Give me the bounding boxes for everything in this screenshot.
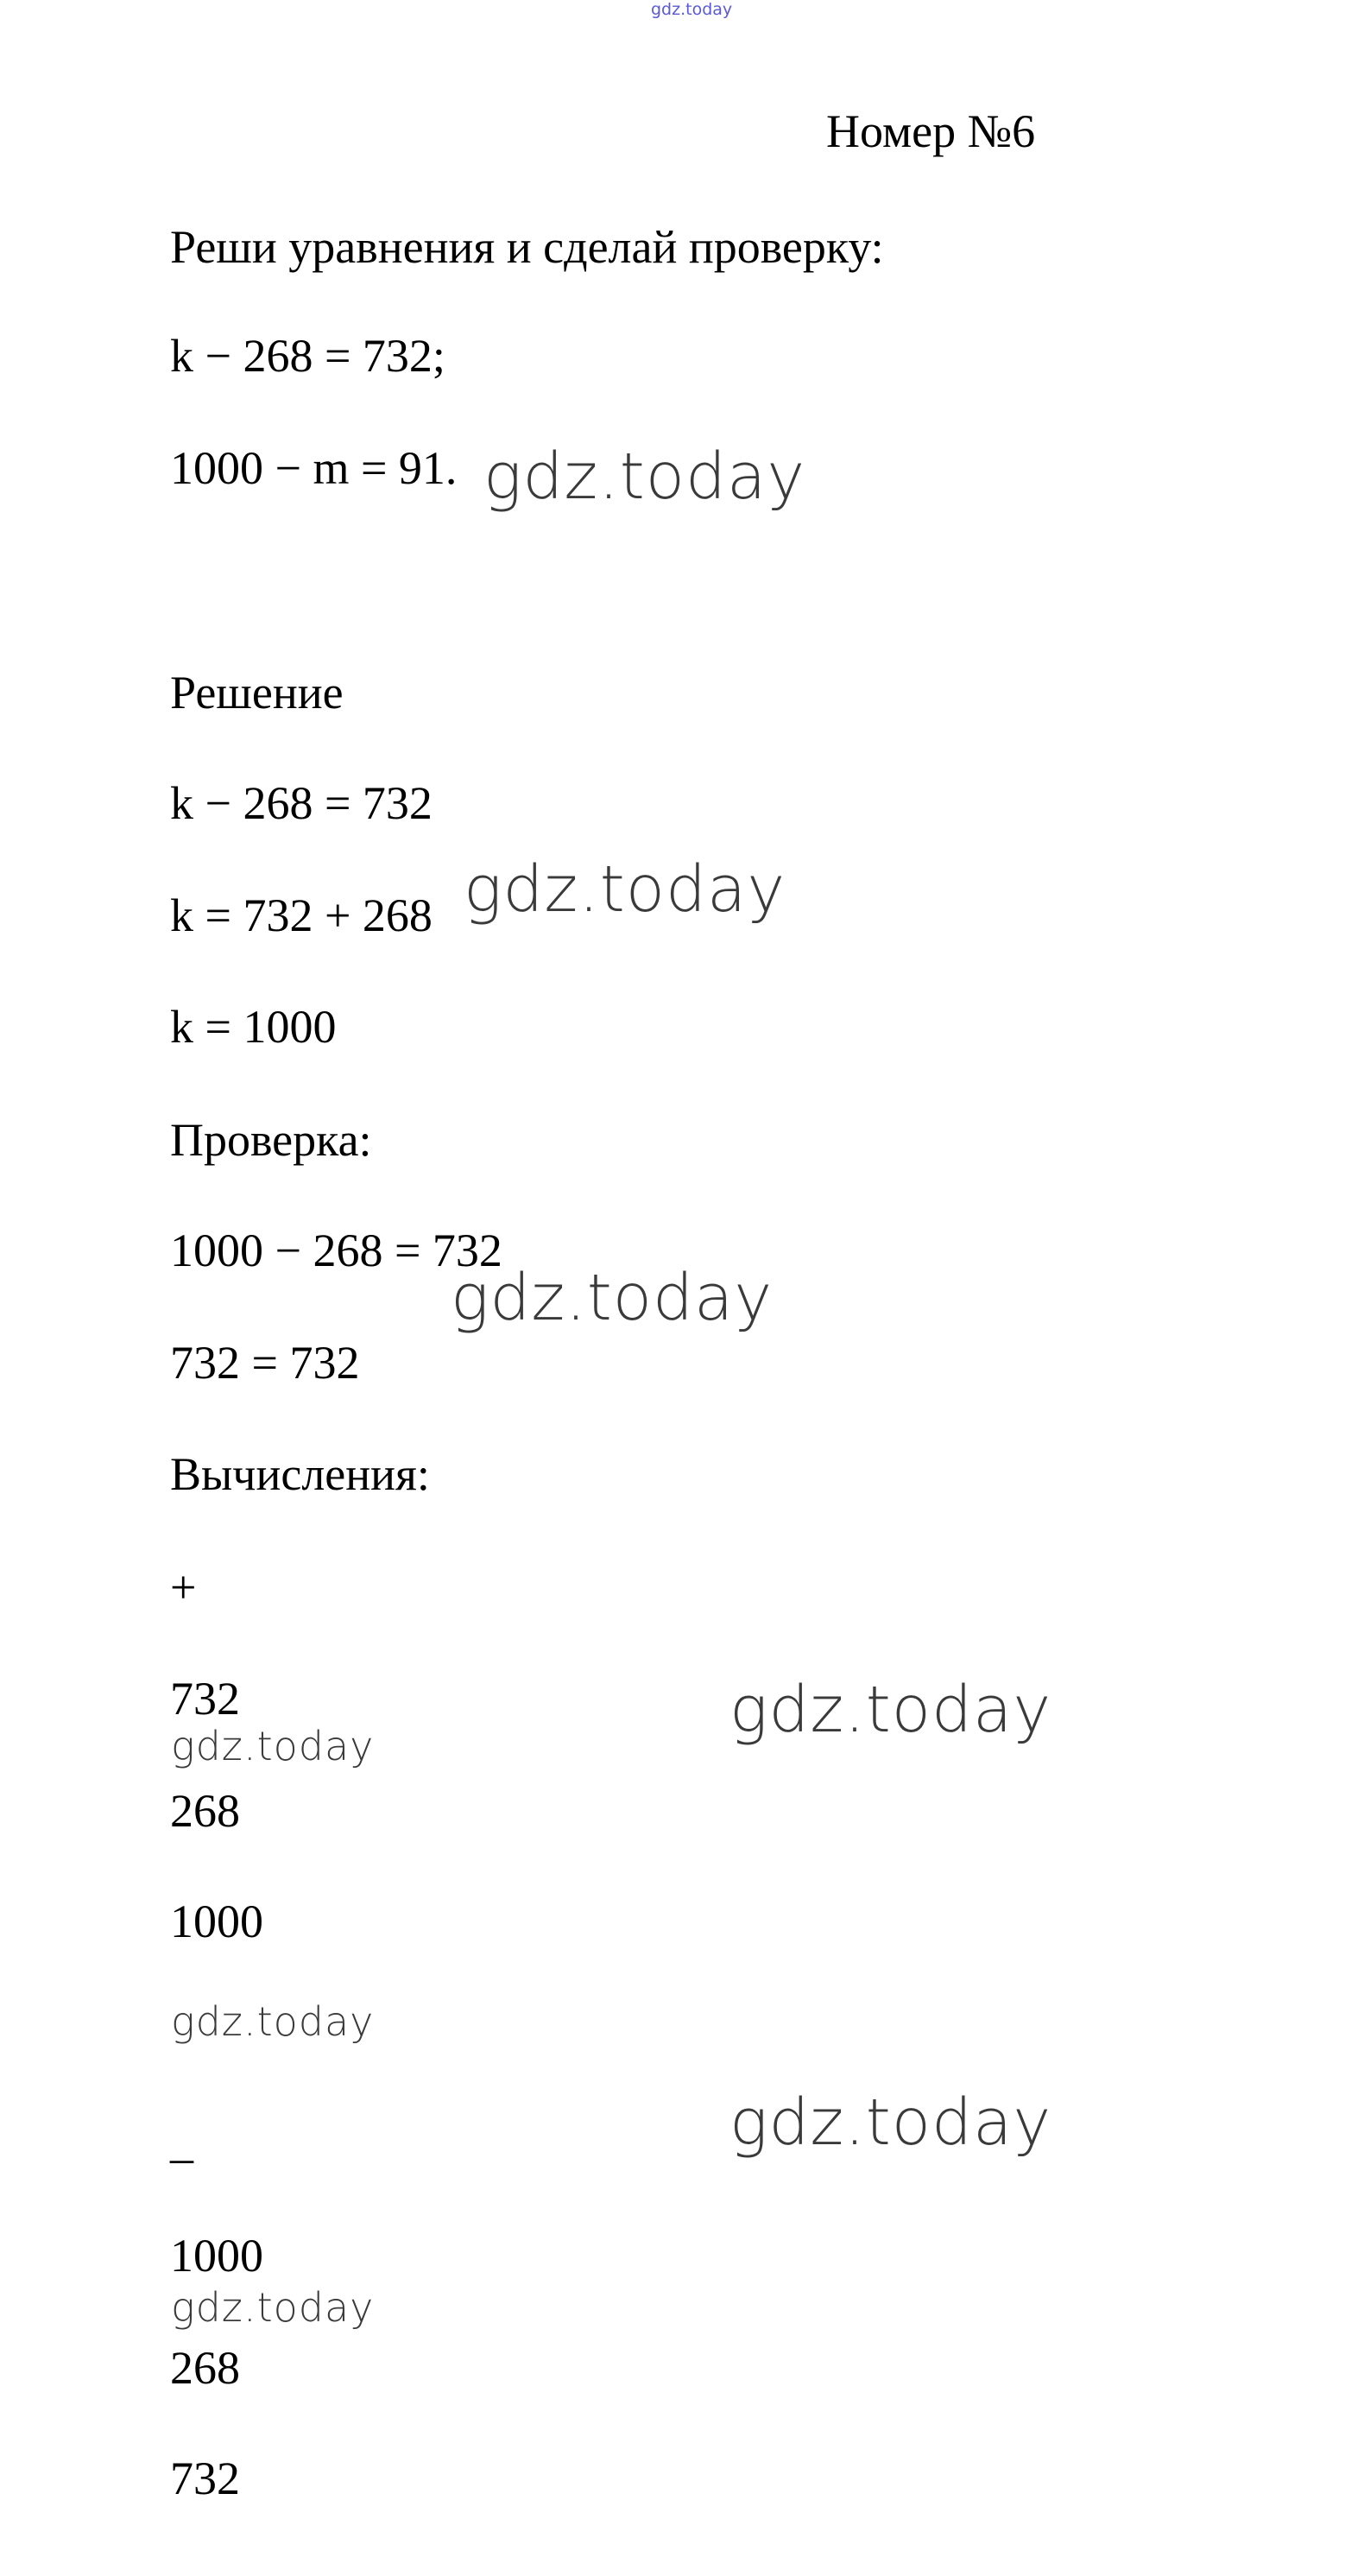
calc-plus-row-1: 732 [170, 1673, 240, 1725]
task-equation-1: k − 268 = 732; [170, 330, 445, 382]
watermark: gdz.today [483, 440, 806, 514]
calc-plus-row-3: 1000 [170, 1896, 263, 1947]
calc-heading: Вычисления: [170, 1448, 430, 1500]
watermark: gdz.today [171, 1998, 375, 2045]
calc-minus-row-2: 268 [170, 2342, 240, 2394]
calc-minus-row-3: 732 [170, 2453, 240, 2504]
watermark-top: gdz.today [651, 0, 733, 19]
check-heading: Проверка: [170, 1114, 372, 1166]
solution-line-3: k = 1000 [170, 1001, 337, 1053]
watermark: gdz.today [171, 1723, 375, 1769]
calc-minus-sign: _ [170, 2116, 193, 2168]
page-title: Номер №6 [826, 105, 1036, 157]
check-line-2: 732 = 732 [170, 1337, 360, 1389]
watermark: gdz.today [729, 1673, 1052, 1747]
watermark: gdz.today [729, 2085, 1052, 2160]
task-equation-2: 1000 − m = 91. [170, 442, 458, 494]
watermark: gdz.today [464, 852, 786, 927]
solution-line-1: k − 268 = 732 [170, 777, 433, 829]
check-line-1: 1000 − 268 = 732 [170, 1225, 502, 1276]
calc-plus-sign: + [170, 1561, 197, 1613]
calc-plus-row-2: 268 [170, 1785, 240, 1837]
solution-heading: Решение [170, 667, 344, 718]
solution-line-2: k = 732 + 268 [170, 889, 433, 941]
watermark: gdz.today [451, 1261, 774, 1335]
calc-minus-row-1: 1000 [170, 2230, 263, 2282]
task-prompt: Реши уравнения и сделай проверку: [170, 221, 884, 273]
watermark: gdz.today [171, 2284, 375, 2331]
